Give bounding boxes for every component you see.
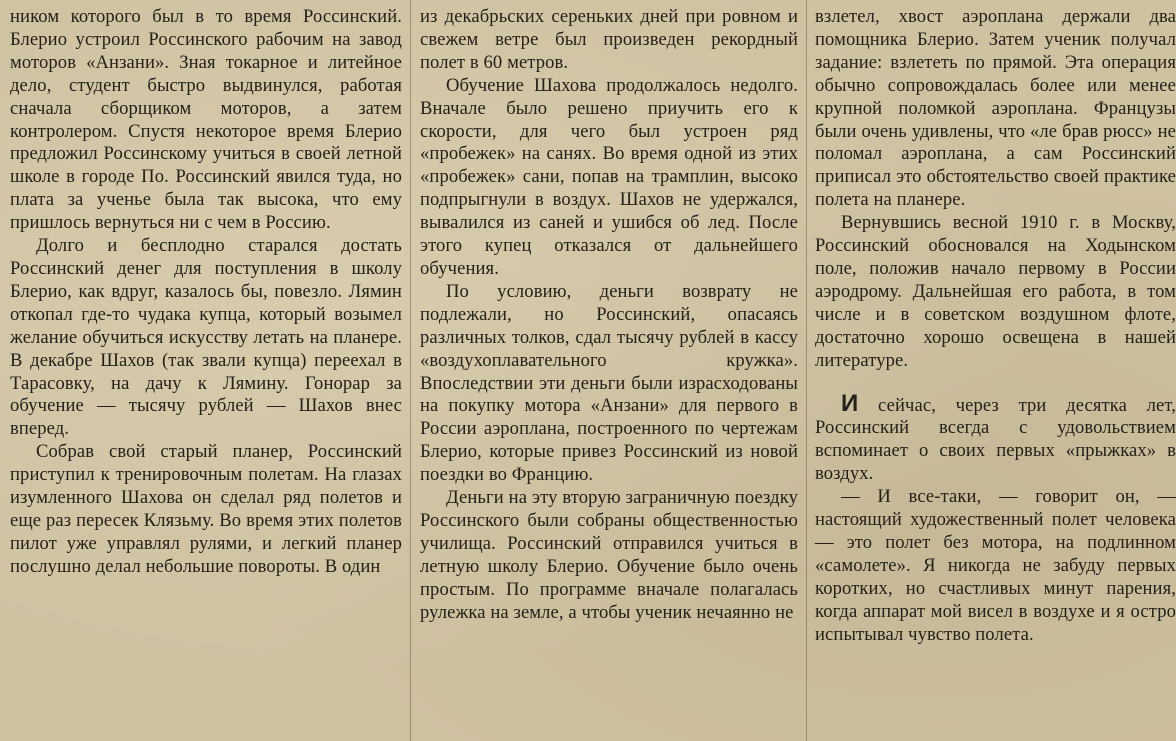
column-divider (806, 0, 807, 741)
paragraph: Обучение Шахова продолжалось недолго. Вначале было решено приучить его к скорости, для чего был устроен ряд «пробежек» на санях. Во время одной из этих «пробежек» сани, попав на трамплин, высоко подпрыгнули в воздух. Шахов не удержался, вывалился из саней и ушибся об лед. После этого купец отказался от дальнейшего обучения. (420, 74, 798, 279)
paragraph: из декабрьских сереньких дней при ровном и свежем ветре был произведен рекордный полет в 60 метров. (420, 6, 798, 73)
paragraph: Деньги на эту вторую заграничную поездку Россинского были собраны общественностью училища. Россинский отправился учиться в летную школу Блерио. Обучение было очень простым. По программе вначале полагалась рулежка на земле, а чтобы ученик нечаянно не (420, 487, 798, 623)
paragraph: — И все-таки, — говорит он, — настоящий художественный полет человека — это полет без мотора, на подлинном «самолете». Я никогда не забуду первых коротких, но счастливых минут парения, когда аппарат мой висел в воздухе и я остро испытывал чувство полета. (815, 486, 1176, 645)
paragraph: ником которого был в то время Россинский. Блерио устроил Россинского рабочим на завод моторов «Анзани». Зная токарное и литейное дело, студент быстро выдвинулся, работая сначала сборщиком моторов, а затем контролером. Спустя некоторое время Блерио предложил Россинскому учиться в своей летной школе в городе По. Россинский явился туда, но плата за ученье была так высока, что ему пришлось вернуться ни с чем в Россию. (10, 6, 402, 234)
paragraph: По условию, деньги возврату не подлежали, но Россинский, опасаясь различных толков, сдал тысячу рублей в кассу «воздухоплавательного кружка». Впоследствии эти деньги были израсходованы на покупку мотора «Анзани» для первого в России аэроплана, построенного по чертежам Блерио, которые привез Россинский из новой поездки во Францию. (420, 280, 798, 486)
paragraph: Собрав свой старый планер, Россинский приступил к тренировочным полетам. На глазах изумленного Шахова он сделал ряд полетов и еще раз пересек Клязьму. Во время этих полетов пилот уже управлял рулями, и легкий планер послушно делал небольшие повороты. В один (10, 441, 402, 577)
paragraph: Вернувшись весной 1910 г. в Москву, Россинский обосновался на Ходынском поле, положив начало первому в России аэродрому. Дальнейшая его работа, в том числе и в советском воздушном флоте, достаточно хорошо освещена в нашей литературе. (815, 212, 1176, 371)
section-lead-paragraph: И сейчас, через три десятка лет, Россинский всегда с удовольствием вспоминает о своих первых «прыжках» в воздух. (815, 389, 1176, 485)
text-column-3 (815, 6, 1176, 646)
text-column-2 (420, 6, 798, 624)
paragraph: взлетел, хвост аэроплана держали два помощника Блерио. Затем ученик получал задание: взлететь по прямой. Эта операция обычно сопровождалась более или менее крупной поломкой аэроплана. Французы были очень удивлены, что «ле брав рюсс» не поломал аэроплана, а сам Россинский приписал это обстоятельство своей практике полета на планере. (815, 6, 1176, 211)
text-column-1 (10, 6, 402, 579)
column-divider (410, 0, 411, 741)
paragraph: Долго и бесплодно старался достать Россинский денег для поступления в школу Блерио, как вдруг, казалось бы, повезло. Лямин откопал где-то чудака купца, который возымел желание обучиться искусству летать на планере. В декабре Шахов (так звали купца) переехал в Тарасовку, на дачу к Лямину. Гонорар за обучение — тысячу рублей — Шахов внес вперед. (10, 235, 402, 440)
